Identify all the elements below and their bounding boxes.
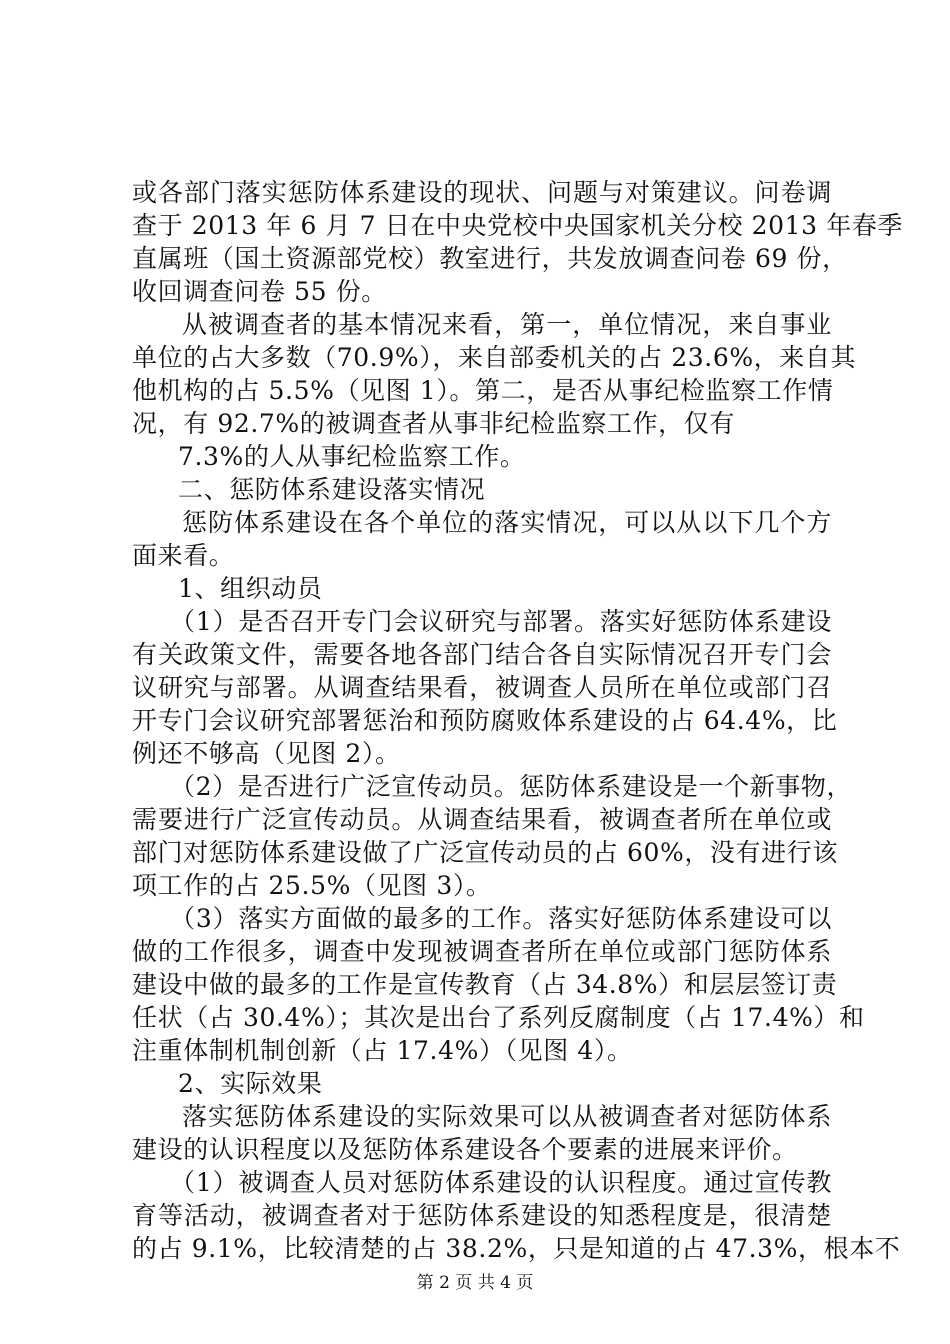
subsection-heading: 1、组织动员	[178, 574, 323, 603]
text-line: 他机构的占 5.5%（见图 1）。第二，是否从事纪检监察工作情	[132, 376, 834, 405]
text-line: 部门对惩防体系建设做了广泛宣传动员的占 60%，没有进行该	[132, 838, 838, 867]
text-line: （3）落实方面做的最多的工作。落实好惩防体系建设可以	[170, 904, 832, 933]
text-line: （1）被调查人员对惩防体系建设的认识程度。通过宣传教	[170, 1168, 832, 1197]
text-line: 建设中做的最多的工作是宣传教育（占 34.8%）和层层签订责	[132, 970, 838, 999]
text-line: 从被调查者的基本情况来看，第一，单位情况，来自事业	[182, 310, 832, 339]
text-line: 查于 2013 年 6 月 7 日在中央党校中央国家机关分校 2013 年春季	[132, 211, 904, 240]
text-line: 直属班（国土资源部党校）教室进行，共发放调查问卷 69 份，	[132, 244, 848, 273]
text-line: 项工作的占 25.5%（见图 3）。	[132, 871, 492, 900]
text-line: 需要进行广泛宣传动员。从调查结果看，被调查者所在单位或	[132, 805, 832, 834]
text-line: 例还不够高（见图 2）。	[132, 739, 401, 768]
text-line: 或各部门落实惩防体系建设的现状、问题与对策建议。问卷调	[132, 178, 832, 207]
text-line: （1）是否召开专门会议研究与部署。落实好惩防体系建设	[170, 607, 832, 636]
text-line: 开专门会议研究部署惩治和预防腐败体系建设的占 64.4%，比	[132, 706, 838, 735]
text-line: 议研究与部署。从调查结果看，被调查人员所在单位或部门召	[132, 673, 832, 702]
text-line: 面来看。	[132, 541, 235, 570]
text-line: 况，有 92.7%的被调查者从事非纪检监察工作，仅有	[132, 409, 735, 438]
text-line: 有关政策文件，需要各地各部门结合各自实际情况召开专门会	[132, 640, 832, 669]
text-line: 任状（占 30.4%）；其次是出台了系列反腐制度（占 17.4%）和	[132, 1003, 865, 1032]
text-line: （2）是否进行广泛宣传动员。惩防体系建设是一个新事物，	[170, 772, 853, 801]
text-line: 落实惩防体系建设的实际效果可以从被调查者对惩防体系	[182, 1102, 832, 1131]
text-line: 注重体制机制创新（占 17.4%）（见图 4）。	[132, 1036, 633, 1065]
text-line: 7.3%的人从事纪检监察工作。	[178, 442, 526, 471]
text-line: 收回调查问卷 55 份。	[132, 277, 387, 306]
page-footer: 第 2 页 共 4 页	[416, 1273, 534, 1293]
text-line: 育等活动，被调查者对于惩防体系建设的知悉程度是，很清楚	[132, 1201, 832, 1230]
text-line: 建设的认识程度以及惩防体系建设各个要素的进展来评价。	[132, 1135, 798, 1164]
text-line: 做的工作很多，调查中发现被调查者所在单位或部门惩防体系	[132, 937, 832, 966]
text-line: 惩防体系建设在各个单位的落实情况，可以从以下几个方	[182, 508, 832, 537]
subsection-heading: 2、实际效果	[178, 1069, 323, 1098]
text-line: 的占 9.1%，比较清楚的占 38.2%，只是知道的占 47.3%，根本不	[132, 1234, 901, 1263]
section-heading: 二、惩防体系建设落实情况	[178, 475, 486, 504]
text-line: 单位的占大多数（70.9%），来自部委机关的占 23.6%，来自其	[132, 343, 857, 372]
